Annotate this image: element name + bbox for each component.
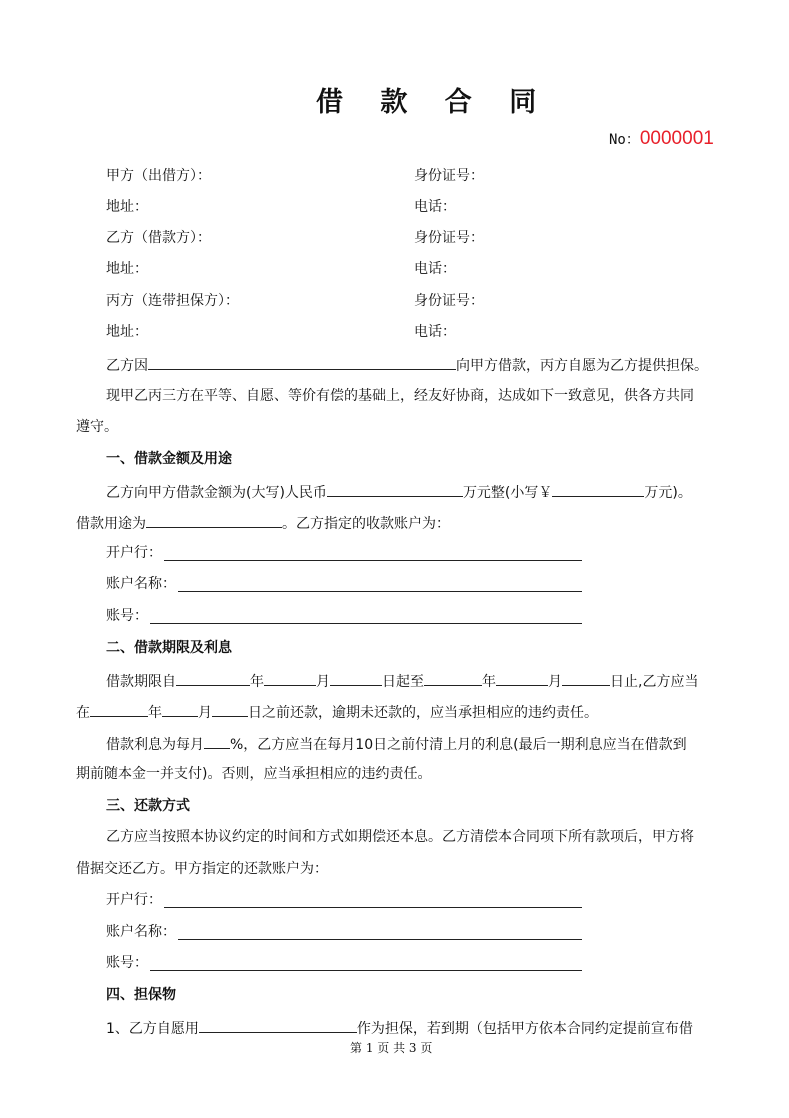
guarantor-label: 丙方（连带担保方）： bbox=[106, 293, 239, 309]
term-year-label: 年 bbox=[482, 674, 496, 690]
term-year-label: 年 bbox=[250, 674, 264, 690]
amount-prefix: 乙方向甲方借款金额为(大写)人民币 bbox=[106, 485, 327, 501]
loan-amount-line bbox=[106, 481, 692, 503]
amount-words-blank[interactable] bbox=[327, 481, 463, 497]
amount-figures-blank[interactable] bbox=[552, 481, 644, 497]
collateral-line-1 bbox=[106, 1017, 693, 1039]
repay-month-blank[interactable] bbox=[162, 701, 198, 717]
contract-number-label: No： bbox=[609, 132, 640, 148]
lender-address-label: 地址： bbox=[106, 199, 148, 215]
repay-bank-field[interactable] bbox=[164, 907, 582, 908]
purpose-suffix: 。乙方指定的收款账户为： bbox=[282, 516, 450, 532]
term-from-day-blank[interactable] bbox=[330, 670, 382, 686]
term-to-month-blank[interactable] bbox=[496, 670, 548, 686]
section-4-heading: 四、担保物 bbox=[106, 987, 176, 1003]
amount-mid: 万元整(小写￥ bbox=[462, 485, 553, 501]
term-from-year-blank[interactable] bbox=[176, 670, 250, 686]
page-footer: 第 1 页 共 3 页 bbox=[350, 1041, 433, 1055]
term-month-label: 月 bbox=[548, 674, 562, 690]
repayment-line-1: 乙方应当按照本协议约定的时间和方式如期偿还本息。乙方清偿本合同项下所有款项后，甲方将 bbox=[106, 829, 694, 845]
loan-term-line-2 bbox=[76, 701, 598, 723]
receive-account-no-field[interactable] bbox=[150, 623, 582, 624]
section-2-heading: 二、借款期限及利息 bbox=[106, 640, 232, 656]
interest-rate-blank[interactable] bbox=[204, 733, 230, 749]
interest-line-2: 期前随本金一并支付)。否则，应当承担相应的违约责任。 bbox=[76, 766, 432, 782]
amount-suffix: 万元)。 bbox=[644, 485, 692, 501]
borrower-label: 乙方（借款方）： bbox=[106, 230, 211, 246]
term-to-day-blank[interactable] bbox=[562, 670, 610, 686]
receive-account-name-label: 账户名称： bbox=[106, 576, 176, 592]
repayment-line-2: 借据交还乙方。甲方指定的还款账户为： bbox=[76, 861, 328, 877]
receive-bank-label: 开户行： bbox=[106, 545, 162, 561]
loan-term-line-1 bbox=[106, 670, 698, 692]
section-3-heading: 三、还款方式 bbox=[106, 798, 190, 814]
repay-account-no-field[interactable] bbox=[150, 970, 582, 971]
receive-account-no-label: 账号： bbox=[106, 608, 148, 624]
interest-prefix: 借款利息为每月 bbox=[106, 737, 204, 753]
repay-bank-label: 开户行： bbox=[106, 892, 162, 908]
term-month-label: 月 bbox=[316, 674, 330, 690]
repay-account-name-field[interactable] bbox=[178, 939, 582, 940]
reason-prefix: 乙方因 bbox=[106, 358, 148, 374]
section-1-heading: 一、借款金额及用途 bbox=[106, 451, 232, 467]
lender-label: 甲方（出借方）： bbox=[106, 168, 211, 184]
guarantor-phone-label: 电话： bbox=[414, 324, 456, 340]
agreement-line-1: 现甲乙丙三方在平等、自愿、等价有偿的基础上，经友好协商，达成如下一致意见，供各方共同 bbox=[106, 388, 694, 404]
term-to-year-blank[interactable] bbox=[424, 670, 482, 686]
collateral-blank[interactable] bbox=[199, 1017, 357, 1033]
term-from-label: 借款期限自 bbox=[106, 674, 176, 690]
loan-purpose-line bbox=[76, 512, 450, 534]
repay-clause: 日之前还款，逾期未还款的，应当承担相应的违约责任。 bbox=[248, 705, 598, 721]
repay-year-blank[interactable] bbox=[90, 701, 148, 717]
term-from-month-blank[interactable] bbox=[264, 670, 316, 686]
lender-id-label: 身份证号： bbox=[414, 168, 484, 184]
receive-bank-field[interactable] bbox=[164, 560, 582, 561]
repay-day-blank[interactable] bbox=[212, 701, 248, 717]
interest-clause: %，乙方应当在每月10日之前付清上月的利息(最后一期利息应当在借款到 bbox=[230, 737, 687, 753]
borrower-id-label: 身份证号： bbox=[414, 230, 484, 246]
purpose-blank[interactable] bbox=[146, 512, 282, 528]
term-to-label: 日起至 bbox=[382, 674, 424, 690]
repay-account-name-label: 账户名称： bbox=[106, 924, 176, 940]
collateral-clause: 作为担保，若到期（包括甲方依本合同约定提前宣布借 bbox=[356, 1021, 693, 1037]
purpose-prefix: 借款用途为 bbox=[76, 516, 146, 532]
guarantor-address-label: 地址： bbox=[106, 324, 148, 340]
borrower-phone-label: 电话： bbox=[414, 261, 456, 277]
repay-month-label: 月 bbox=[198, 705, 212, 721]
contract-number bbox=[609, 128, 714, 150]
reason-blank[interactable] bbox=[148, 354, 456, 370]
reason-suffix: 向甲方借款，丙方自愿为乙方提供担保。 bbox=[456, 358, 708, 374]
borrower-address-label: 地址： bbox=[106, 261, 148, 277]
reason-line bbox=[106, 354, 708, 376]
repay-before-label: 在 bbox=[76, 705, 90, 721]
guarantor-id-label: 身份证号： bbox=[414, 293, 484, 309]
collateral-prefix: 1、乙方自愿用 bbox=[106, 1021, 199, 1037]
receive-account-name-field[interactable] bbox=[178, 591, 582, 592]
repay-account-no-label: 账号： bbox=[106, 955, 148, 971]
lender-phone-label: 电话： bbox=[414, 199, 456, 215]
term-end-label: 日止,乙方应当 bbox=[610, 674, 699, 690]
page-title: 借 款 合 同 bbox=[316, 87, 551, 118]
contract-number-value: 0000001 bbox=[639, 128, 714, 149]
repay-year-label: 年 bbox=[148, 705, 162, 721]
interest-line-1 bbox=[106, 733, 687, 755]
agreement-line-2: 遵守。 bbox=[76, 419, 118, 435]
